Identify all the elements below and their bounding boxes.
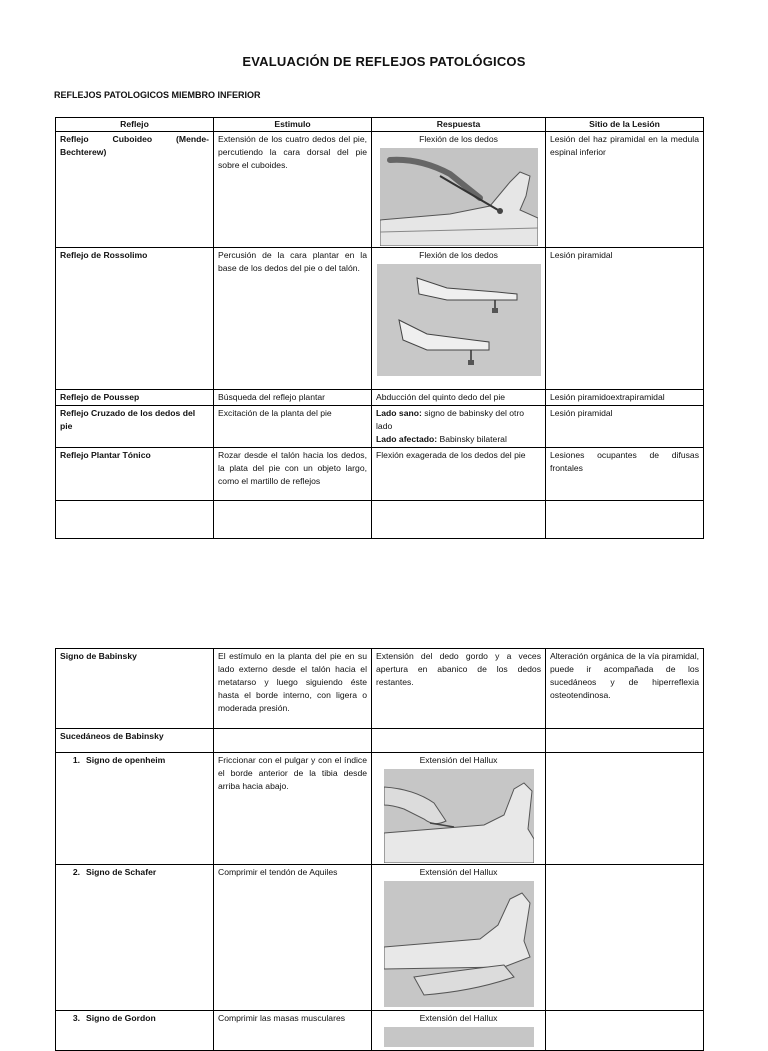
cell-signo-item bbox=[56, 1011, 214, 1051]
label-afectado: Lado afectado: bbox=[376, 434, 438, 444]
section-subtitle: REFLEJOS PATOLOGICOS MIEMBRO INFERIOR bbox=[54, 90, 261, 100]
cell-sitio: Lesión piramidal bbox=[546, 248, 704, 390]
cell-reflejo: Reflejo de Poussep bbox=[56, 390, 214, 406]
table-row bbox=[56, 729, 704, 753]
cell-reflejo: Reflejo Plantar Tónico bbox=[56, 448, 214, 501]
header-respuesta: Respuesta bbox=[372, 118, 546, 132]
header-reflejo: Reflejo bbox=[56, 118, 214, 132]
gordon-sign-illustration bbox=[384, 1027, 534, 1047]
cell-signo: Signo de Babinsky bbox=[56, 649, 214, 729]
respuesta-afectado bbox=[376, 433, 541, 446]
cell-sitio: Alteración orgánica de la vía piramidal, puede ir acompañada de los sucedáneos y de hiperreflexia osteotendinosa. bbox=[546, 649, 704, 729]
table-row bbox=[56, 1011, 704, 1051]
item-number: 2. bbox=[72, 867, 80, 877]
oppenheim-sign-illustration bbox=[384, 769, 534, 863]
cell-estimulo: Comprimir las masas musculares bbox=[214, 1011, 372, 1051]
cell-respuesta bbox=[372, 1011, 546, 1051]
header-sitio: Sitio de la Lesión bbox=[546, 118, 704, 132]
item-number: 3. bbox=[72, 1013, 80, 1023]
cell-reflejo: Reflejo de Rossolimo bbox=[56, 248, 214, 390]
cell-sitio: Lesión piramidal bbox=[546, 406, 704, 448]
respuesta-text: Flexión de los dedos bbox=[419, 134, 498, 144]
item-number: 1. bbox=[72, 755, 80, 765]
cell-respuesta bbox=[372, 865, 546, 1011]
empty-cell bbox=[214, 501, 372, 539]
respuesta-text: Extensión del Hallux bbox=[419, 867, 498, 877]
cell-respuesta bbox=[372, 753, 546, 865]
cell-sucedaneos: Sucedáneos de Babinsky bbox=[56, 729, 214, 753]
empty-cell bbox=[372, 501, 546, 539]
cell-estimulo: Rozar desde el talón hacia los dedos, la plata del pie con un objeto largo, como el martillo de reflejos bbox=[214, 448, 372, 501]
reflex-table bbox=[55, 117, 704, 539]
cell-estimulo: Búsqueda del reflejo plantar bbox=[214, 390, 372, 406]
respuesta-text: Extensión del Hallux bbox=[419, 755, 498, 765]
cell-estimulo: El estímulo en la planta del pie en su lado externo desde el talón hacia el metatarso y luego siguiendo éste hasta el borde interno, con ligera o moderada presión. bbox=[214, 649, 372, 729]
empty-cell bbox=[546, 865, 704, 1011]
cell-estimulo: Friccionar con el pulgar y con el índice el borde anterior de la tibia desde arriba hacia abajo. bbox=[214, 753, 372, 865]
table-row bbox=[56, 649, 704, 729]
rossolimo-reflex-illustration bbox=[377, 264, 541, 376]
cell-sitio: Lesión del haz piramidal en la medula espinal inferior bbox=[546, 132, 704, 248]
item-name: Signo de Schafer bbox=[86, 867, 157, 877]
text-afectado: Babinsky bilateral bbox=[437, 434, 507, 444]
table-row bbox=[56, 448, 704, 501]
babinsky-table bbox=[55, 648, 704, 1051]
text-sano: signo de babinsky del otro lado bbox=[376, 408, 525, 431]
cell-reflejo: Reflejo Cruzado de los dedos del pie bbox=[56, 406, 214, 448]
table-row bbox=[56, 753, 704, 865]
cell-reflejo: Reflejo Cuboideo (Mende-Bechterew) bbox=[56, 132, 214, 248]
cell-respuesta: Extensión del dedo gordo y a veces apertura en abanico de los dedos restantes. bbox=[372, 649, 546, 729]
empty-cell bbox=[56, 501, 214, 539]
item-name: Signo de openheim bbox=[86, 755, 166, 765]
cell-sitio: Lesiones ocupantes de difusas frontales bbox=[546, 448, 704, 501]
page-title: EVALUACIÓN DE REFLEJOS PATOLÓGICOS bbox=[242, 54, 526, 69]
respuesta-text: Flexión de los dedos bbox=[419, 250, 498, 260]
cell-estimulo: Excitación de la planta del pie bbox=[214, 406, 372, 448]
cell-signo-item bbox=[56, 753, 214, 865]
cell-respuesta bbox=[372, 248, 546, 390]
label-sano: Lado sano: bbox=[376, 408, 422, 418]
empty-cell bbox=[546, 753, 704, 865]
item-name: Signo de Gordon bbox=[86, 1013, 156, 1023]
table-row bbox=[56, 132, 704, 248]
cell-sitio: Lesión piramidoextrapiramidal bbox=[546, 390, 704, 406]
cell-respuesta bbox=[372, 132, 546, 248]
table-row-empty bbox=[56, 501, 704, 539]
empty-cell bbox=[214, 729, 372, 753]
table-row bbox=[56, 406, 704, 448]
empty-cell bbox=[546, 1011, 704, 1051]
cell-respuesta bbox=[372, 406, 546, 448]
cell-signo-item bbox=[56, 865, 214, 1011]
table-row bbox=[56, 865, 704, 1011]
respuesta-sano bbox=[376, 407, 541, 433]
cuboid-reflex-illustration bbox=[380, 148, 538, 246]
header-estimulo: Estimulo bbox=[214, 118, 372, 132]
empty-cell bbox=[372, 729, 546, 753]
cell-estimulo: Extensión de los cuatro dedos del pie, percutiendo la cara dorsal del pie sobre el cuboides. bbox=[214, 132, 372, 248]
cell-estimulo: Comprimir el tendón de Aquiles bbox=[214, 865, 372, 1011]
table-row bbox=[56, 390, 704, 406]
empty-cell bbox=[546, 501, 704, 539]
respuesta-text: Extensión del Hallux bbox=[419, 1013, 498, 1023]
empty-cell bbox=[546, 729, 704, 753]
cell-estimulo: Percusión de la cara plantar en la base de los dedos del pie o del talón. bbox=[214, 248, 372, 390]
table-row bbox=[56, 248, 704, 390]
cell-respuesta: Abducción del quinto dedo del pie bbox=[372, 390, 546, 406]
table-header-row bbox=[56, 118, 704, 132]
cell-respuesta: Flexión exagerada de los dedos del pie bbox=[372, 448, 546, 501]
schafer-sign-illustration bbox=[384, 881, 534, 1007]
